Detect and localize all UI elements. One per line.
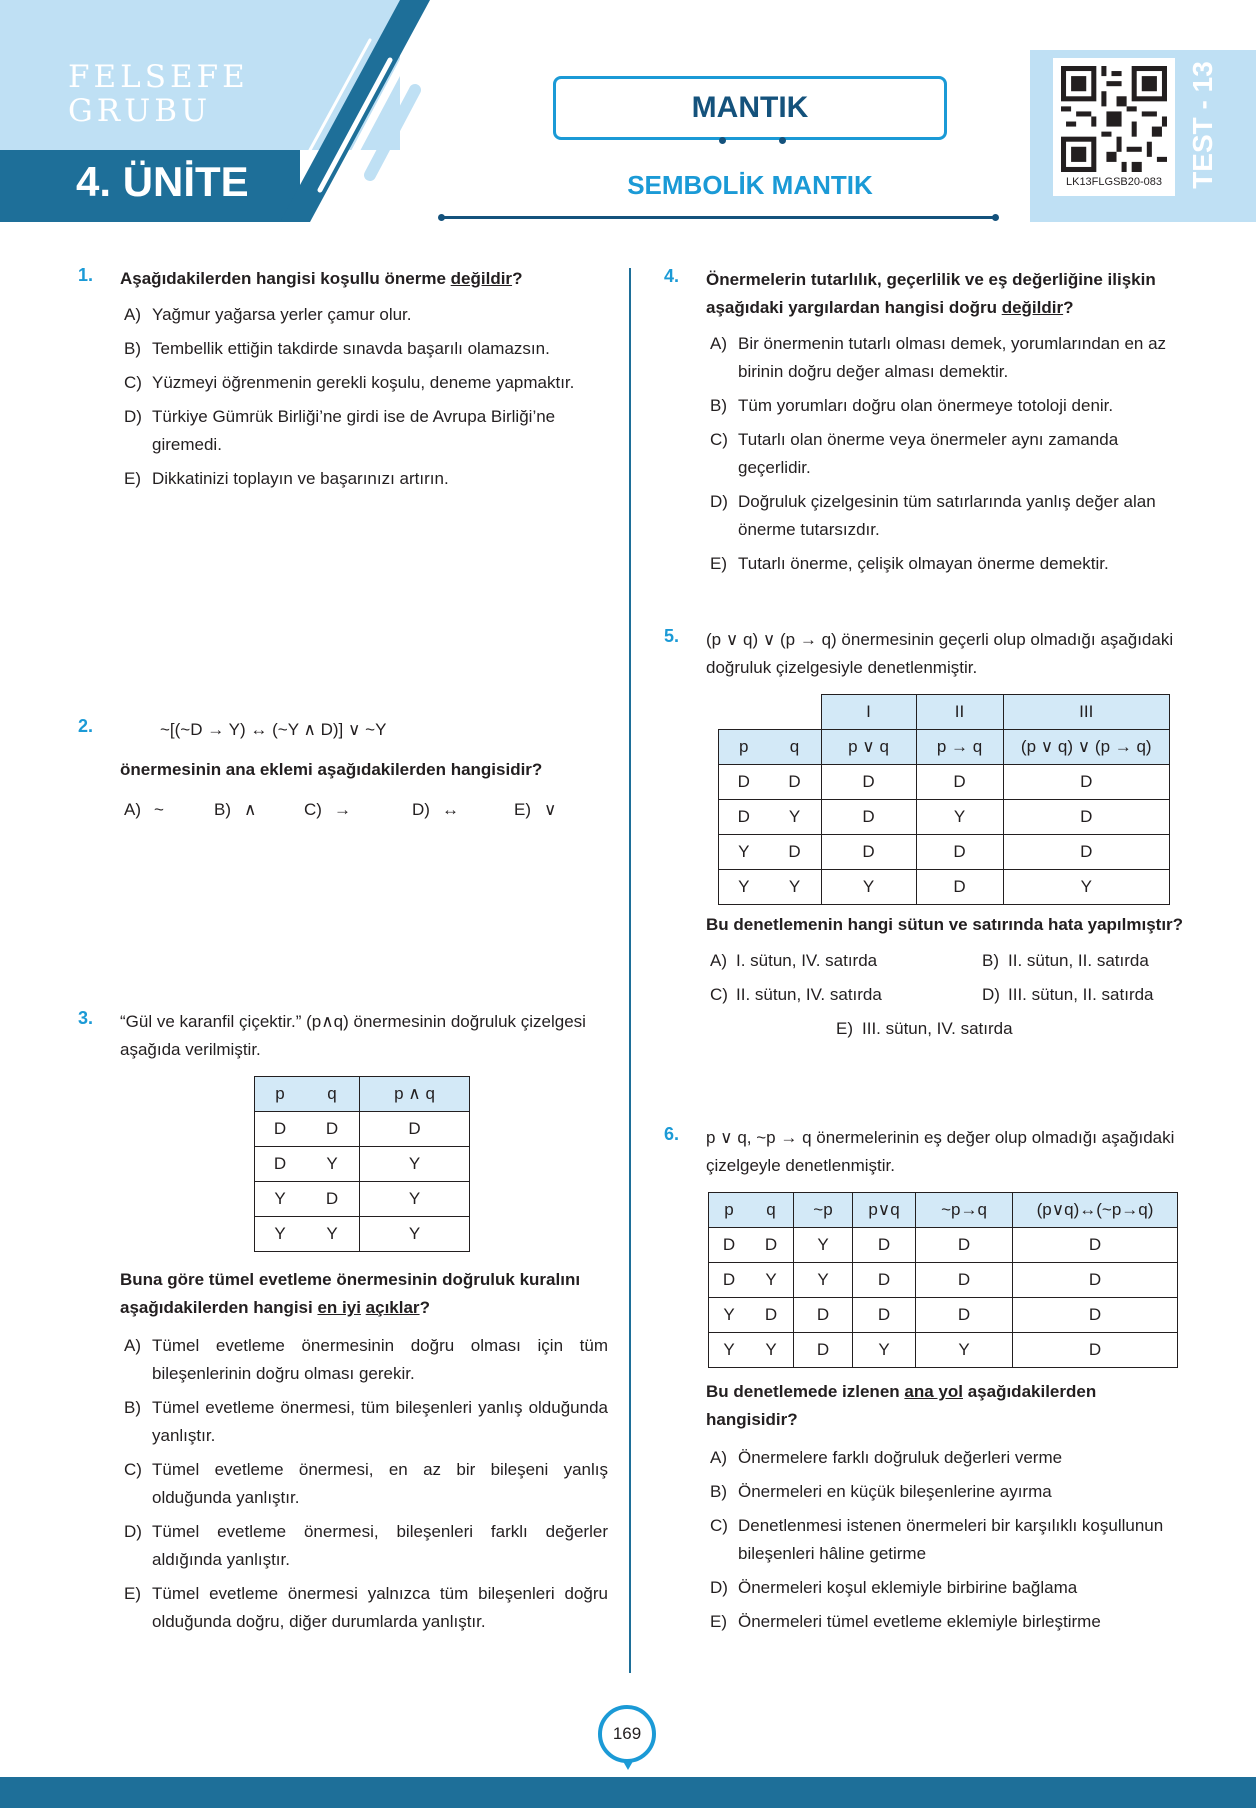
option-a[interactable]: A) I. sütun, IV. satırda [710, 951, 878, 970]
question-number: 5. [664, 626, 680, 646]
column-number: III [1003, 695, 1170, 730]
option-c[interactable]: C) Denetlenmesi istenen önermeleri bir karşılıklı koşullunun bileşenleri hâline getirme [710, 1516, 1164, 1563]
question-number: 2. [78, 716, 94, 736]
title-dot-left [719, 137, 726, 144]
option-e[interactable]: E) ∨ [514, 800, 557, 819]
option-e[interactable]: E) Tümel evetleme önermesi yalnızca tüm bileşenleri doğru olduğunda doğru, diğer durumlarda yanlıştır. [124, 1584, 608, 1631]
question-2 [78, 716, 608, 824]
group-title-line-1: FELSEFE [68, 59, 249, 95]
page-title: MANTIK [691, 91, 809, 124]
options [124, 796, 608, 824]
truth-table-q5 [718, 694, 1170, 905]
group-title-line-2: GRUBU [68, 93, 212, 129]
table-row: D D D D D [719, 765, 1170, 800]
option-a[interactable]: A) Bir önermenin tutarlı olması demek, yorumlarından en az birinin doğru değer alması demektir. [710, 334, 1167, 381]
options [124, 301, 608, 493]
table-header-cell: q [305, 1077, 360, 1112]
qr-code-icon[interactable] [1061, 66, 1167, 172]
table-header-cell: (p∨q)↔(~p→q) [1013, 1193, 1178, 1228]
option-c[interactable]: C) Yüzmeyi öğrenmenin gerekli koşulu, deneme yapmaktır. [124, 373, 575, 392]
options [710, 330, 1184, 578]
table-header-cell: p ∨ q [821, 730, 916, 765]
option-e[interactable]: E) Tutarlı önerme, çelişik olmayan önerme demektir. [710, 554, 1109, 573]
table-row: Y Y Y [255, 1217, 470, 1252]
truth-table-q3 [254, 1076, 470, 1252]
option-a[interactable]: A) Tümel evetleme önermesinin doğru olması için tüm bileşenlerinin doğru olması gerekir. [124, 1336, 608, 1383]
table-header-cell: ~p [794, 1193, 853, 1228]
option-c[interactable]: C) II. sütun, IV. satırda [710, 985, 882, 1004]
table-row: D Y Y [255, 1147, 470, 1182]
underline-dot-right [992, 214, 999, 221]
question-number: 6. [664, 1124, 680, 1144]
column-number: II [916, 695, 1003, 730]
question-stem: Buna göre tümel evetleme önermesinin doğruluk kuralını aşağıdakilerden hangisi en iyi açıklar? [120, 1270, 581, 1317]
table-header-cell: p [255, 1077, 306, 1112]
option-c[interactable]: C) → [304, 800, 351, 819]
question-stem: Bu denetlemede izlenen ana yol aşağıdakilerden hangisidir? [706, 1382, 1097, 1429]
option-b[interactable]: B) ∧ [214, 800, 257, 819]
subtitle-underline [443, 216, 996, 219]
table-header-cell: p → q [916, 730, 1003, 765]
option-e[interactable]: E) Dikkatinizi toplayın ve başarınızı artırın. [124, 469, 449, 488]
question-5 [664, 626, 1184, 1043]
group-title [68, 60, 249, 128]
page-number: 169 [612, 1724, 642, 1743]
option-b[interactable]: B) Tüm yorumları doğru olan önermeye totoloji denir. [710, 396, 1114, 415]
option-d[interactable]: D) III. sütun, II. satırda [982, 985, 1154, 1004]
question-1 [78, 265, 608, 493]
question-stem: Aşağıdakilerden hangisi koşullu önerme değildir? [120, 269, 523, 288]
footer-bar [0, 1777, 1256, 1808]
options [710, 1444, 1184, 1636]
table-header-row [255, 1077, 470, 1112]
question-number: 1. [78, 265, 94, 285]
question-number: 4. [664, 266, 680, 286]
table-row: Y D D D D [719, 835, 1170, 870]
qr-code-label: LK13FLGSB20-083 [1065, 176, 1162, 188]
underline-dot-left [438, 214, 445, 221]
option-d[interactable]: D) Önermeleri koşul eklemiyle birbirine bağlama [710, 1578, 1078, 1597]
question-intro: “Gül ve karanfil çiçektir.” (p∧q) önermesinin doğruluk çizelgesi aşağıda verilmiştir. [120, 1012, 586, 1059]
options [124, 1332, 608, 1636]
header-stripes-decoration [270, 0, 430, 222]
option-e[interactable]: E) III. sütun, IV. satırda [836, 1019, 1013, 1038]
question-4 [664, 266, 1184, 578]
table-row: Y Y Y D Y [719, 870, 1170, 905]
question-number: 3. [78, 1008, 94, 1028]
question-intro: p ∨ q, ~p → q önermelerinin eş değer olup olmadığı aşağıdaki çizelgeyle denetlenmiştir. [706, 1128, 1175, 1175]
option-a[interactable]: A) ~ [124, 800, 164, 819]
option-b[interactable]: B) II. sütun, II. satırda [982, 951, 1149, 970]
table-header-row [709, 1193, 1178, 1228]
table-header-row [719, 730, 1170, 765]
table-row: Y Y D Y Y D [709, 1333, 1178, 1368]
page-title-box [553, 76, 947, 140]
unit-title: 4. ÜNİTE [76, 158, 249, 205]
option-d[interactable]: D) Doğruluk çizelgesinin tüm satırlarında yanlış değer alan önerme tutarsızdır. [710, 492, 1156, 539]
options [710, 947, 1184, 1043]
table-header-cell: p∨q [853, 1193, 916, 1228]
table-header-cell: p ∧ q [360, 1077, 470, 1112]
option-d[interactable]: D) Tümel evetleme önermesi, bileşenleri farklı değerler aldığında yanlıştır. [124, 1522, 608, 1569]
option-b[interactable]: B) Önermeleri en küçük bileşenlerine ayırma [710, 1482, 1052, 1501]
option-c[interactable]: C) Tutarlı olan önerme veya önermeler aynı zamanda geçerlidir. [710, 430, 1119, 477]
question-6 [664, 1124, 1184, 1636]
title-dot-right [779, 137, 786, 144]
question-stem: önermesinin ana eklemi aşağıdakilerden hangisidir? [120, 760, 543, 779]
table-row: D Y D Y D [719, 800, 1170, 835]
column-divider [629, 268, 631, 1673]
option-a[interactable]: A) Yağmur yağarsa yerler çamur olur. [124, 305, 412, 324]
column-number: I [821, 695, 916, 730]
table-row: Y D Y [255, 1182, 470, 1217]
table-header-cell: (p ∨ q) ∨ (p → q) [1003, 730, 1170, 765]
page-number-badge [598, 1705, 656, 1763]
question-intro: (p ∨ q) ∨ (p → q) önermesinin geçerli olup olmadığı aşağıdaki doğruluk çizelgesiyle denetlenmiştir. [706, 630, 1174, 677]
table-row: D Y Y D D D [709, 1263, 1178, 1298]
table-header-cell: q [749, 1193, 794, 1228]
test-label-text: TEST - 13 [1187, 61, 1218, 189]
table-header-cell: p [719, 730, 769, 765]
table-header-cell: p [709, 1193, 750, 1228]
question-stem: Önermelerin tutarlılık, geçerlilik ve eş değerliğine ilişkin aşağıdaki yargılardan hangisi doğru değildir? [706, 270, 1156, 317]
table-roman-row [719, 695, 1170, 730]
table-row: Y D D D D D [709, 1298, 1178, 1333]
option-b[interactable]: B) Tembellik ettiğin takdirde sınavda başarılı olamazsın. [124, 339, 550, 358]
page-subtitle: SEMBOLİK MANTIK [627, 170, 873, 200]
table-row: D D Y D D D [709, 1228, 1178, 1263]
option-d[interactable]: D) ↔ [412, 800, 459, 819]
question-stem: Bu denetlemenin hangi sütun ve satırında hata yapılmıştır? [706, 915, 1184, 934]
table-header-cell: ~p→q [916, 1193, 1013, 1228]
truth-table-q6 [708, 1192, 1178, 1368]
option-e[interactable]: E) Önermeleri tümel evetleme eklemiyle birleştirme [710, 1612, 1101, 1631]
table-row: D D D [255, 1112, 470, 1147]
test-label [1183, 60, 1223, 190]
question-3 [78, 1008, 608, 1636]
option-d[interactable]: D) Türkiye Gümrük Birliği’ne girdi ise de Avrupa Birliği’ne giremedi. [124, 407, 556, 454]
table-header-cell: q [769, 730, 822, 765]
option-c[interactable]: C) Tümel evetleme önermesi, en az bir bileşeni yanlış olduğunda yanlıştır. [124, 1460, 608, 1507]
option-a[interactable]: A) Önermelere farklı doğruluk değerleri verme [710, 1448, 1063, 1467]
option-b[interactable]: B) Tümel evetleme önermesi, tüm bileşenleri yanlış olduğunda yanlıştır. [124, 1398, 608, 1445]
question-formula: ~[(~D → Y) ↔ (~Y ∧ D)] ∨ ~Y [160, 720, 387, 739]
